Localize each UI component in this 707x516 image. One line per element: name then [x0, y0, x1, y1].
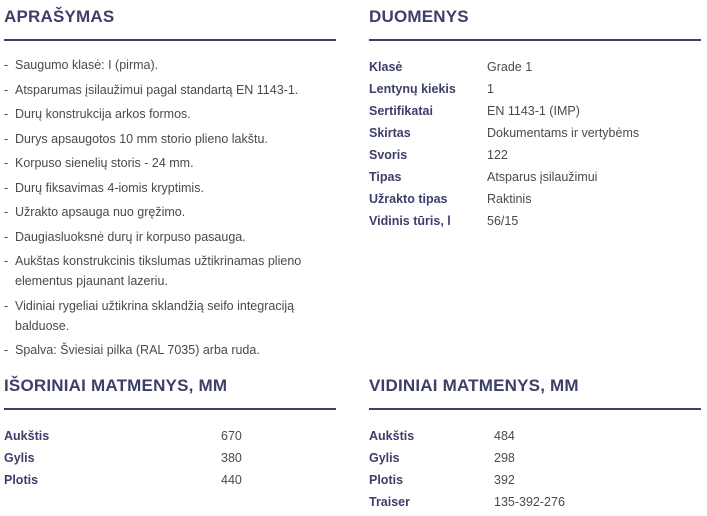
- row-value: Grade 1: [487, 60, 533, 74]
- row-key: Traiser: [369, 495, 411, 509]
- row-value: Dokumentams ir vertybėms: [487, 126, 640, 140]
- list-item: - Atsparumas įsilaužimui pagal standartą EN 1143-1.: [4, 80, 336, 100]
- table-row: [369, 166, 701, 188]
- row-value: 122: [487, 148, 508, 162]
- row-key: Lentynų kiekis: [369, 82, 456, 96]
- table-row: [369, 144, 701, 166]
- row-value: 135-392-276: [494, 495, 565, 509]
- row-value: 56/15: [487, 214, 519, 228]
- row-key: Plotis: [4, 473, 39, 487]
- row-value: Atsparus įsilaužimui: [487, 170, 598, 184]
- table-row: [4, 469, 336, 491]
- row-value: 670: [221, 429, 242, 443]
- table-row: [369, 491, 701, 513]
- row-key: Gylis: [369, 451, 400, 465]
- data-title: DUOMENYS: [369, 7, 469, 26]
- table-row: [369, 78, 701, 100]
- description-list: [4, 55, 336, 360]
- row-value: EN 1143-1 (IMP): [487, 104, 580, 118]
- table-row: [369, 469, 701, 491]
- list-item: - Durų fiksavimas 4-iomis kryptimis.: [4, 178, 336, 198]
- row-key: Aukštis: [369, 429, 415, 443]
- row-value: Raktinis: [487, 192, 532, 206]
- outer-dimensions-table: [4, 425, 336, 491]
- row-value: 1: [487, 82, 494, 96]
- list-item: - Vidiniai rygeliai užtikrina sklandžią seifo integraciją balduose.: [4, 296, 336, 336]
- list-item: - Durų konstrukcija arkos formos.: [4, 104, 336, 124]
- list-item: - Daugiasluoksnė durų ir korpuso pasauga.: [4, 227, 336, 247]
- row-key: Vidinis tūris, l: [369, 214, 451, 228]
- table-row: [369, 188, 701, 210]
- description-section: [4, 7, 336, 365]
- inner-dimensions-section: [369, 376, 701, 513]
- row-value: 392: [494, 473, 515, 487]
- table-row: [369, 56, 701, 78]
- description-divider: [4, 39, 336, 41]
- row-key: Plotis: [369, 473, 404, 487]
- row-key: Skirtas: [369, 126, 411, 140]
- row-value: 484: [494, 429, 515, 443]
- data-divider: [369, 39, 701, 41]
- outer-dimensions-divider: [4, 408, 336, 410]
- table-row: [4, 425, 336, 447]
- row-value: 298: [494, 451, 515, 465]
- row-key: Aukštis: [4, 429, 50, 443]
- table-row: [369, 210, 701, 232]
- data-section: [369, 7, 701, 232]
- outer-dimensions-section: [4, 376, 336, 491]
- row-key: Tipas: [369, 170, 402, 184]
- list-item: - Durys apsaugotos 10 mm storio plieno lakštu.: [4, 129, 336, 149]
- row-value: 380: [221, 451, 242, 465]
- row-key: Sertifikatai: [369, 104, 433, 118]
- inner-dimensions-title: VIDINIAI MATMENYS, MM: [369, 376, 579, 395]
- row-key: Gylis: [4, 451, 35, 465]
- list-item: - Korpuso sienelių storis - 24 mm.: [4, 153, 336, 173]
- table-row: [369, 122, 701, 144]
- table-row: [4, 447, 336, 469]
- row-value: 440: [221, 473, 242, 487]
- row-key: Užrakto tipas: [369, 192, 448, 206]
- inner-dimensions-divider: [369, 408, 701, 410]
- outer-dimensions-title: IŠORINIAI MATMENYS, MM: [4, 376, 228, 395]
- list-item: - Užrakto apsauga nuo gręžimo.: [4, 202, 336, 222]
- data-table: [369, 56, 701, 232]
- list-item: - Aukštas konstrukcinis tikslumas užtikrinamas plieno elementus pjaunant lazeriu.: [4, 251, 336, 291]
- inner-dimensions-table: [369, 425, 701, 513]
- list-item: - Saugumo klasė: I (pirma).: [4, 55, 336, 75]
- table-row: [369, 100, 701, 122]
- table-row: [369, 447, 701, 469]
- row-key: Svoris: [369, 148, 408, 162]
- table-row: [369, 425, 701, 447]
- description-title: APRAŠYMAS: [4, 7, 115, 26]
- row-key: Klasė: [369, 60, 403, 74]
- list-item: - Spalva: Šviesiai pilka (RAL 7035) arba ruda.: [4, 340, 336, 360]
